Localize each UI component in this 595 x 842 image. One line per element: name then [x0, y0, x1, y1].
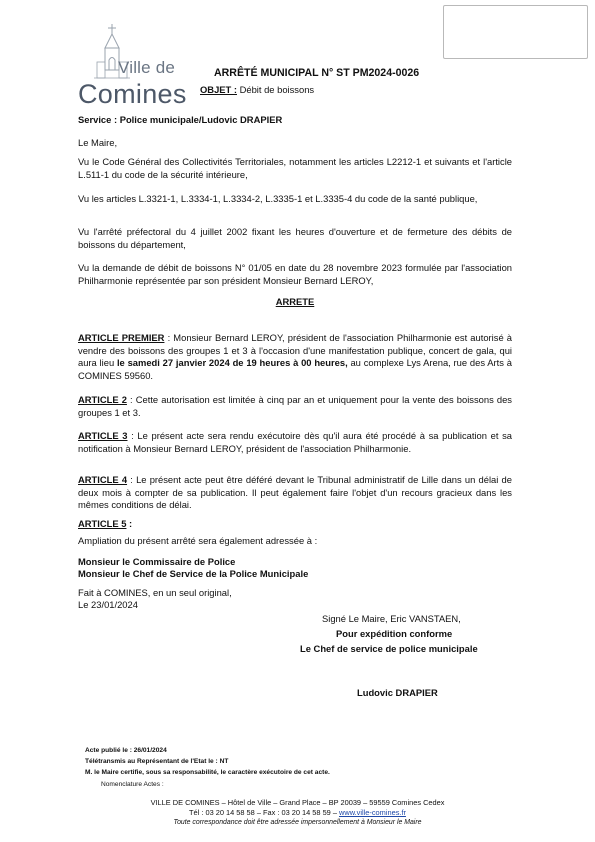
fait-line: Fait à COMINES, en un seul original, — [78, 587, 232, 598]
date-line: Le 23/01/2024 — [78, 599, 138, 610]
footer-correspondence: Toute correspondance doit être adressée impersonnellement à Monsieur le Maire — [173, 819, 422, 826]
vu-paragraph — [78, 262, 512, 287]
objet-value: Débit de boissons — [236, 84, 315, 95]
article-text: : Monsieur Bernard LEROY, président de l'association Philharmonie est autorisé à vendre des boissons des groupes 1 et 3 à l'occasion d'une manifestation publique, concert de gala, qui aura lieu — [78, 332, 512, 368]
footer-teletransmis: Télétransmis au Représentant de l'Etat le : NT — [85, 758, 229, 765]
ampliation: Ampliation du présent arrêté sera également adressée à : — [78, 535, 318, 546]
recipient: Monsieur le Commissaire de Police — [78, 556, 236, 567]
website-link[interactable]: www.ville-comines.fr — [339, 808, 406, 817]
article-text-bold: le samedi 27 janvier 2024 de 19 heures à 00 heures, — [116, 357, 348, 368]
vu-paragraph — [78, 226, 512, 251]
footer-contact — [0, 808, 595, 817]
footer-address: VILLE DE COMINES – Hôtel de Ville – Grand Place – BP 20039 – 59559 Comines Cedex — [150, 798, 445, 807]
article-text: au complexe Lys Arena, rue des Arts à COMINES 59560. — [78, 357, 512, 381]
article-2 — [78, 394, 512, 419]
vu-paragraph — [78, 156, 512, 181]
signature-expedition: Pour expédition conforme — [336, 628, 453, 639]
article-5 — [78, 518, 512, 531]
city-logo — [78, 22, 196, 112]
vu-text: Vu l'arrêté préfectoral du 4 juillet 2002 fixant les heures d'ouverture et de fermeture des débits de boissons du département, — [78, 226, 512, 250]
article-label: ARTICLE 2 — [78, 394, 127, 405]
footer-publie: Acte publié le : 26/01/2024 — [85, 747, 167, 754]
article-text: : Le présent acte sera rendu exécutoire dès qu'il aura été procédé à sa publication et sa notification à Monsieur Bernard LEROY, président de l'association Philharmonie. — [78, 430, 512, 454]
article-text: : Le présent acte peut être déféré devant le Tribunal administratif de Lille dans un délai de deux mois à compter de sa publication. Il peut également faire l'objet d'un recours gracieux dans les mêmes conditions de délai. — [78, 474, 512, 510]
footer-phone: Tél : 03 20 14 58 58 – Fax : 03 20 14 58 59 – — [189, 808, 340, 817]
service-line: Service : Police municipale/Ludovic DRAPIER — [78, 114, 283, 125]
article-text: : — [126, 518, 133, 529]
vu-text: Vu la demande de débit de boissons N° 01/05 en date du 28 novembre 2023 formulée par l'association Philharmonie représentée par son président Monsieur Bernard LEROY, — [78, 262, 512, 286]
article-label: ARTICLE 5 — [78, 518, 127, 529]
arrete-heading: ARRETE — [275, 296, 315, 307]
article-text: : Cette autorisation est limitée à cinq par an et uniquement pour la vente des boissons des groupes 1 et 3. — [78, 394, 512, 418]
signature-name: Ludovic DRAPIER — [357, 687, 438, 698]
stamp-box — [443, 5, 588, 59]
article-label: ARTICLE 4 — [78, 474, 128, 485]
vu-text: Vu les articles L.3321-1, L.3334-1, L.3334-2, L.3335-1 et L.3335-4 du code de la santé publique, — [78, 193, 478, 204]
objet-line — [200, 84, 314, 95]
footer-nomenclature: Nomenclature Actes : — [101, 781, 164, 788]
vu-paragraph — [78, 193, 512, 206]
signature-mayor: Signé Le Maire, Eric VANSTAEN, — [322, 613, 461, 624]
vu-text: Vu le Code Général des Collectivités Territoriales, notamment les articles L2212-1 et suivants et l'article L.511-1 du code de la sécurité intérieure, — [78, 156, 512, 180]
recipient: Monsieur le Chef de Service de la Police Municipale — [78, 568, 309, 579]
signature-role: Le Chef de service de police municipale — [300, 643, 478, 654]
article-1 — [78, 332, 512, 382]
page-title: ARRÊTÉ MUNICIPAL N° ST PM2024-0026 — [214, 67, 420, 79]
logo-text-comines: Comines — [78, 79, 187, 109]
footer-certifie: M. le Maire certifie, sous sa responsabilité, le caractère exécutoire de cet acte. — [85, 769, 330, 776]
article-3 — [78, 430, 512, 455]
logo-text-ville: Ville de — [118, 58, 176, 77]
objet-label: OBJET : — [200, 84, 237, 95]
article-label: ARTICLE 3 — [78, 430, 128, 441]
article-label: ARTICLE PREMIER — [78, 332, 165, 343]
le-maire: Le Maire, — [78, 137, 118, 148]
article-4 — [78, 474, 512, 512]
